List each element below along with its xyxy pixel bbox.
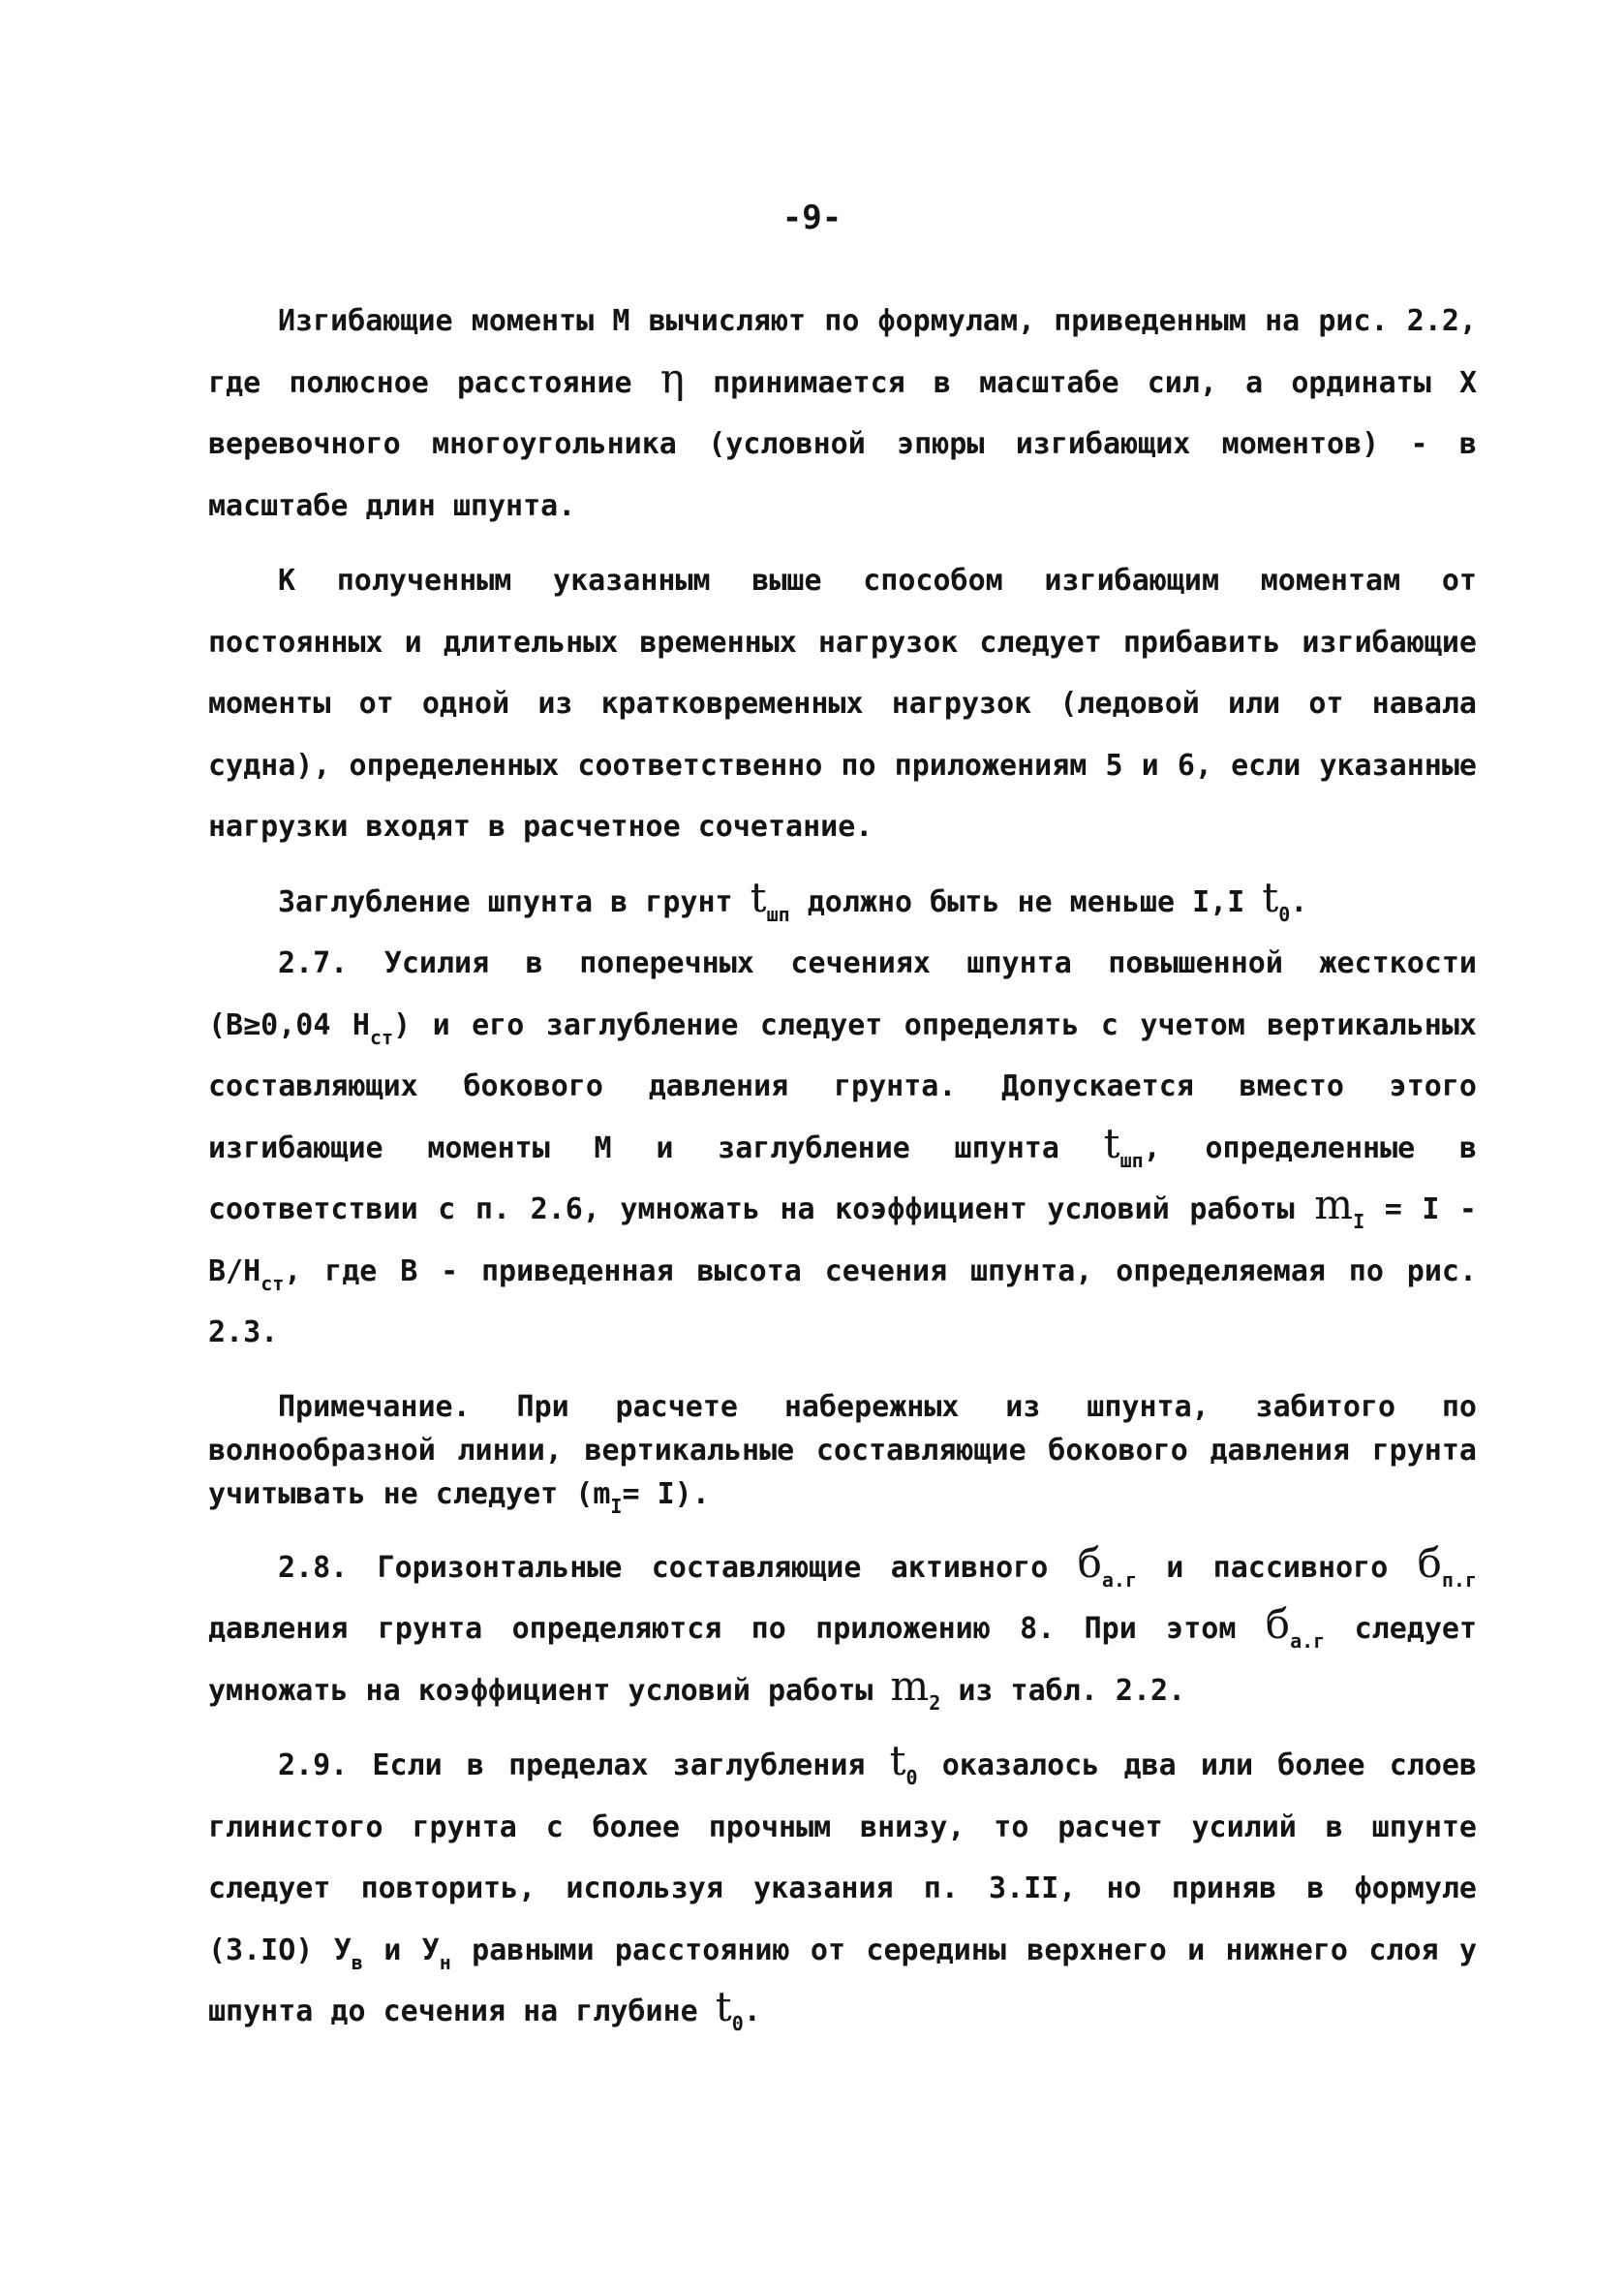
t-symbol: t	[1262, 873, 1279, 921]
sigma-symbol: б	[1265, 1600, 1291, 1648]
paragraph-note: Примечание. При расчете набережных из шпунта, забитого по волнообразной линии, вертикальные составляющие бокового давления грунта учитывать не следует $(m_I= I)$.	[208, 1389, 1477, 1518]
paragraph-bending-moments: Изгибающие моменты М вычисляют по формулам, приведенным на рис. 2.2, где полюсное расстояние η принимается в масштабе сил, а ординаты X веревочного многоугольника (условной эпюры изгибающих моментов) - в масштабе длин шпунта.	[208, 304, 1478, 523]
t-symbol: t	[750, 873, 767, 921]
m-symbol: m	[1314, 1181, 1354, 1228]
page-number: -9-	[781, 199, 843, 237]
m-symbol: m	[890, 1661, 930, 1710]
body-text	[208, 291, 1477, 2043]
sigma-symbol: б	[1417, 1538, 1442, 1587]
paragraph-additional-moments: К полученным указанным выше способом изгибающим моментам от постоянных и длительных временных нагрузок следует прибавить изгибающие моменты от одной из кратковременных нагрузок (ледовой или от навала судна), определенных соответственно по приложениям 5 и 6, если указанные нагрузки входят в расчетное сочетание.	[208, 564, 1477, 844]
paragraph-2-9: 2.9. Если в пределах заглубления $t_0$ оказалось два или более слоев глинистого грунта с более прочным внизу, то расчет усилий в шпунте следует повторить, используя указания п. 3.II, но приняв в формуле (3.IO) $У_в$ и $У_н$ равными расстоянию от середины верхнего и нижнего слоя у шпунта до сечения на глубине $t_0$.	[208, 1737, 1478, 2035]
t-symbol: t	[715, 1983, 732, 2030]
eta-symbol: η	[659, 354, 685, 402]
t-symbol: t	[889, 1737, 906, 1784]
paragraph-2-8: 2.8. Горизонтальные составляющие активного $б_{а.г}$ и пассивного $б_{п.г}$ давления грунта определяются по приложению 8. При этом $б_{а.г}$ следует умножать на коэффициент условий работы $m_2$ из табл. 2.2.	[208, 1538, 1478, 1715]
t-symbol: t	[1103, 1119, 1120, 1167]
sigma-symbol: б	[1077, 1538, 1102, 1587]
paragraph-embedment: Заглубление шпунта в грунт $t_{шп}$ должно быть не меньше I,I $t_0$.	[278, 873, 1308, 926]
paragraph-2-7: 2.7. Усилия в поперечных сечениях шпунта повышенной жесткости (B≥0,04 $H_{ст}$) и его заглубление следует определять с учетом вертикальных составляющих бокового давления грунта. Допускается вместо этого изгибающие моменты М и заглубление шпунта $t_{шп}$, определенные в соответствии с п. 2.6, умножать на коэффициент условий работы $m_I = I - B/H_{ст}$, где B - приведенная высота сечения шпунта, определяемая по рис. 2.3.	[208, 946, 1477, 1349]
